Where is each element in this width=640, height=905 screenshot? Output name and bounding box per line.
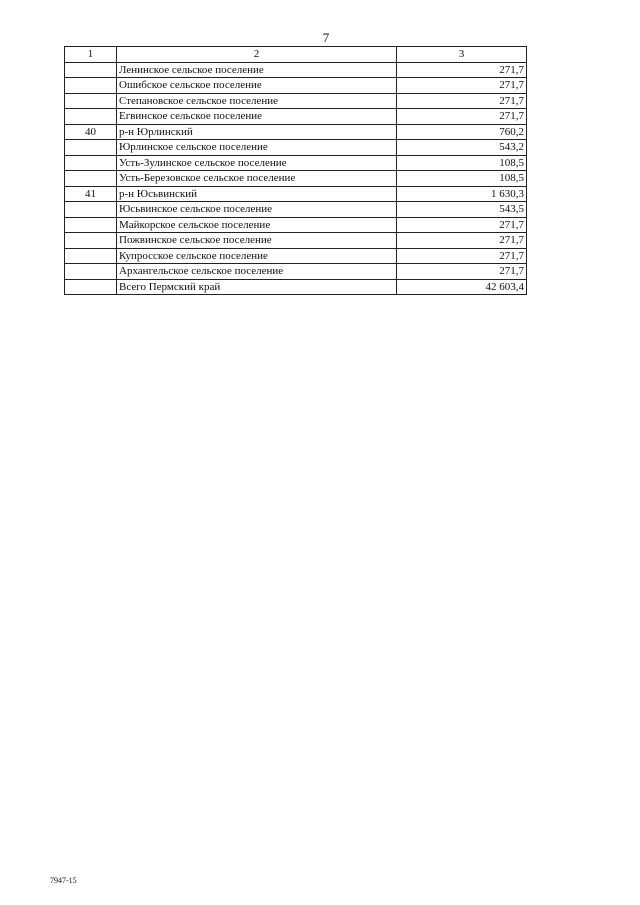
row-number: 40 bbox=[65, 124, 117, 140]
table-row bbox=[65, 124, 527, 140]
row-value: 271,7 bbox=[397, 93, 527, 109]
table-row bbox=[65, 186, 527, 202]
table-row bbox=[65, 155, 527, 171]
row-number bbox=[65, 109, 117, 125]
row-value: 543,2 bbox=[397, 140, 527, 156]
row-number bbox=[65, 78, 117, 94]
row-value: 271,7 bbox=[397, 217, 527, 233]
row-number bbox=[65, 233, 117, 249]
row-name: Майкорское сельское поселение bbox=[117, 217, 397, 233]
row-value: 271,7 bbox=[397, 78, 527, 94]
row-number bbox=[65, 264, 117, 280]
table-row bbox=[65, 78, 527, 94]
row-value: 108,5 bbox=[397, 155, 527, 171]
document-code: 7947-15 bbox=[50, 876, 77, 885]
row-name: Ленинское сельское поселение bbox=[117, 62, 397, 78]
row-number bbox=[65, 140, 117, 156]
row-number bbox=[65, 93, 117, 109]
row-value: 1 630,3 bbox=[397, 186, 527, 202]
row-value: 42 603,4 bbox=[397, 279, 527, 295]
row-number bbox=[65, 202, 117, 218]
page-number: 7 bbox=[322, 30, 330, 45]
table-row bbox=[65, 171, 527, 187]
table-row-total bbox=[65, 279, 527, 295]
header-col-1: 1 bbox=[65, 47, 117, 63]
table-row bbox=[65, 233, 527, 249]
row-name: Степановское сельское поселение bbox=[117, 93, 397, 109]
row-name: Пожвинское сельское поселение bbox=[117, 233, 397, 249]
row-value: 543,5 bbox=[397, 202, 527, 218]
row-value: 271,7 bbox=[397, 233, 527, 249]
row-value: 760,2 bbox=[397, 124, 527, 140]
table-row bbox=[65, 264, 527, 280]
row-name: Усть-Березовское сельское поселение bbox=[117, 171, 397, 187]
row-value: 271,7 bbox=[397, 62, 527, 78]
row-number bbox=[65, 171, 117, 187]
table-row bbox=[65, 93, 527, 109]
row-number bbox=[65, 155, 117, 171]
row-name: р-н Юсьвинский bbox=[117, 186, 397, 202]
row-value: 271,7 bbox=[397, 109, 527, 125]
table-row bbox=[65, 62, 527, 78]
row-name: Всего Пермский край bbox=[117, 279, 397, 295]
row-name: Архангельское сельское поселение bbox=[117, 264, 397, 280]
row-name: Купросское сельское поселение bbox=[117, 248, 397, 264]
table-row bbox=[65, 202, 527, 218]
row-value: 108,5 bbox=[397, 171, 527, 187]
row-name: Егвинское сельское поселение bbox=[117, 109, 397, 125]
table-row bbox=[65, 248, 527, 264]
row-number bbox=[65, 62, 117, 78]
row-number bbox=[65, 217, 117, 233]
header-col-3: 3 bbox=[397, 47, 527, 63]
row-name: Юрлинское сельское поселение bbox=[117, 140, 397, 156]
table-row bbox=[65, 140, 527, 156]
data-table bbox=[64, 46, 527, 295]
row-number: 41 bbox=[65, 186, 117, 202]
row-name: Юсьвинское сельское поселение bbox=[117, 202, 397, 218]
table-row bbox=[65, 217, 527, 233]
row-name: Ошибское сельское поселение bbox=[117, 78, 397, 94]
table-header-row bbox=[65, 47, 527, 63]
row-value: 271,7 bbox=[397, 264, 527, 280]
table-row bbox=[65, 109, 527, 125]
row-number bbox=[65, 279, 117, 295]
header-col-2: 2 bbox=[117, 47, 397, 63]
row-value: 271,7 bbox=[397, 248, 527, 264]
row-name: Усть-Зулинское сельское поселение bbox=[117, 155, 397, 171]
row-name: р-н Юрлинский bbox=[117, 124, 397, 140]
row-number bbox=[65, 248, 117, 264]
